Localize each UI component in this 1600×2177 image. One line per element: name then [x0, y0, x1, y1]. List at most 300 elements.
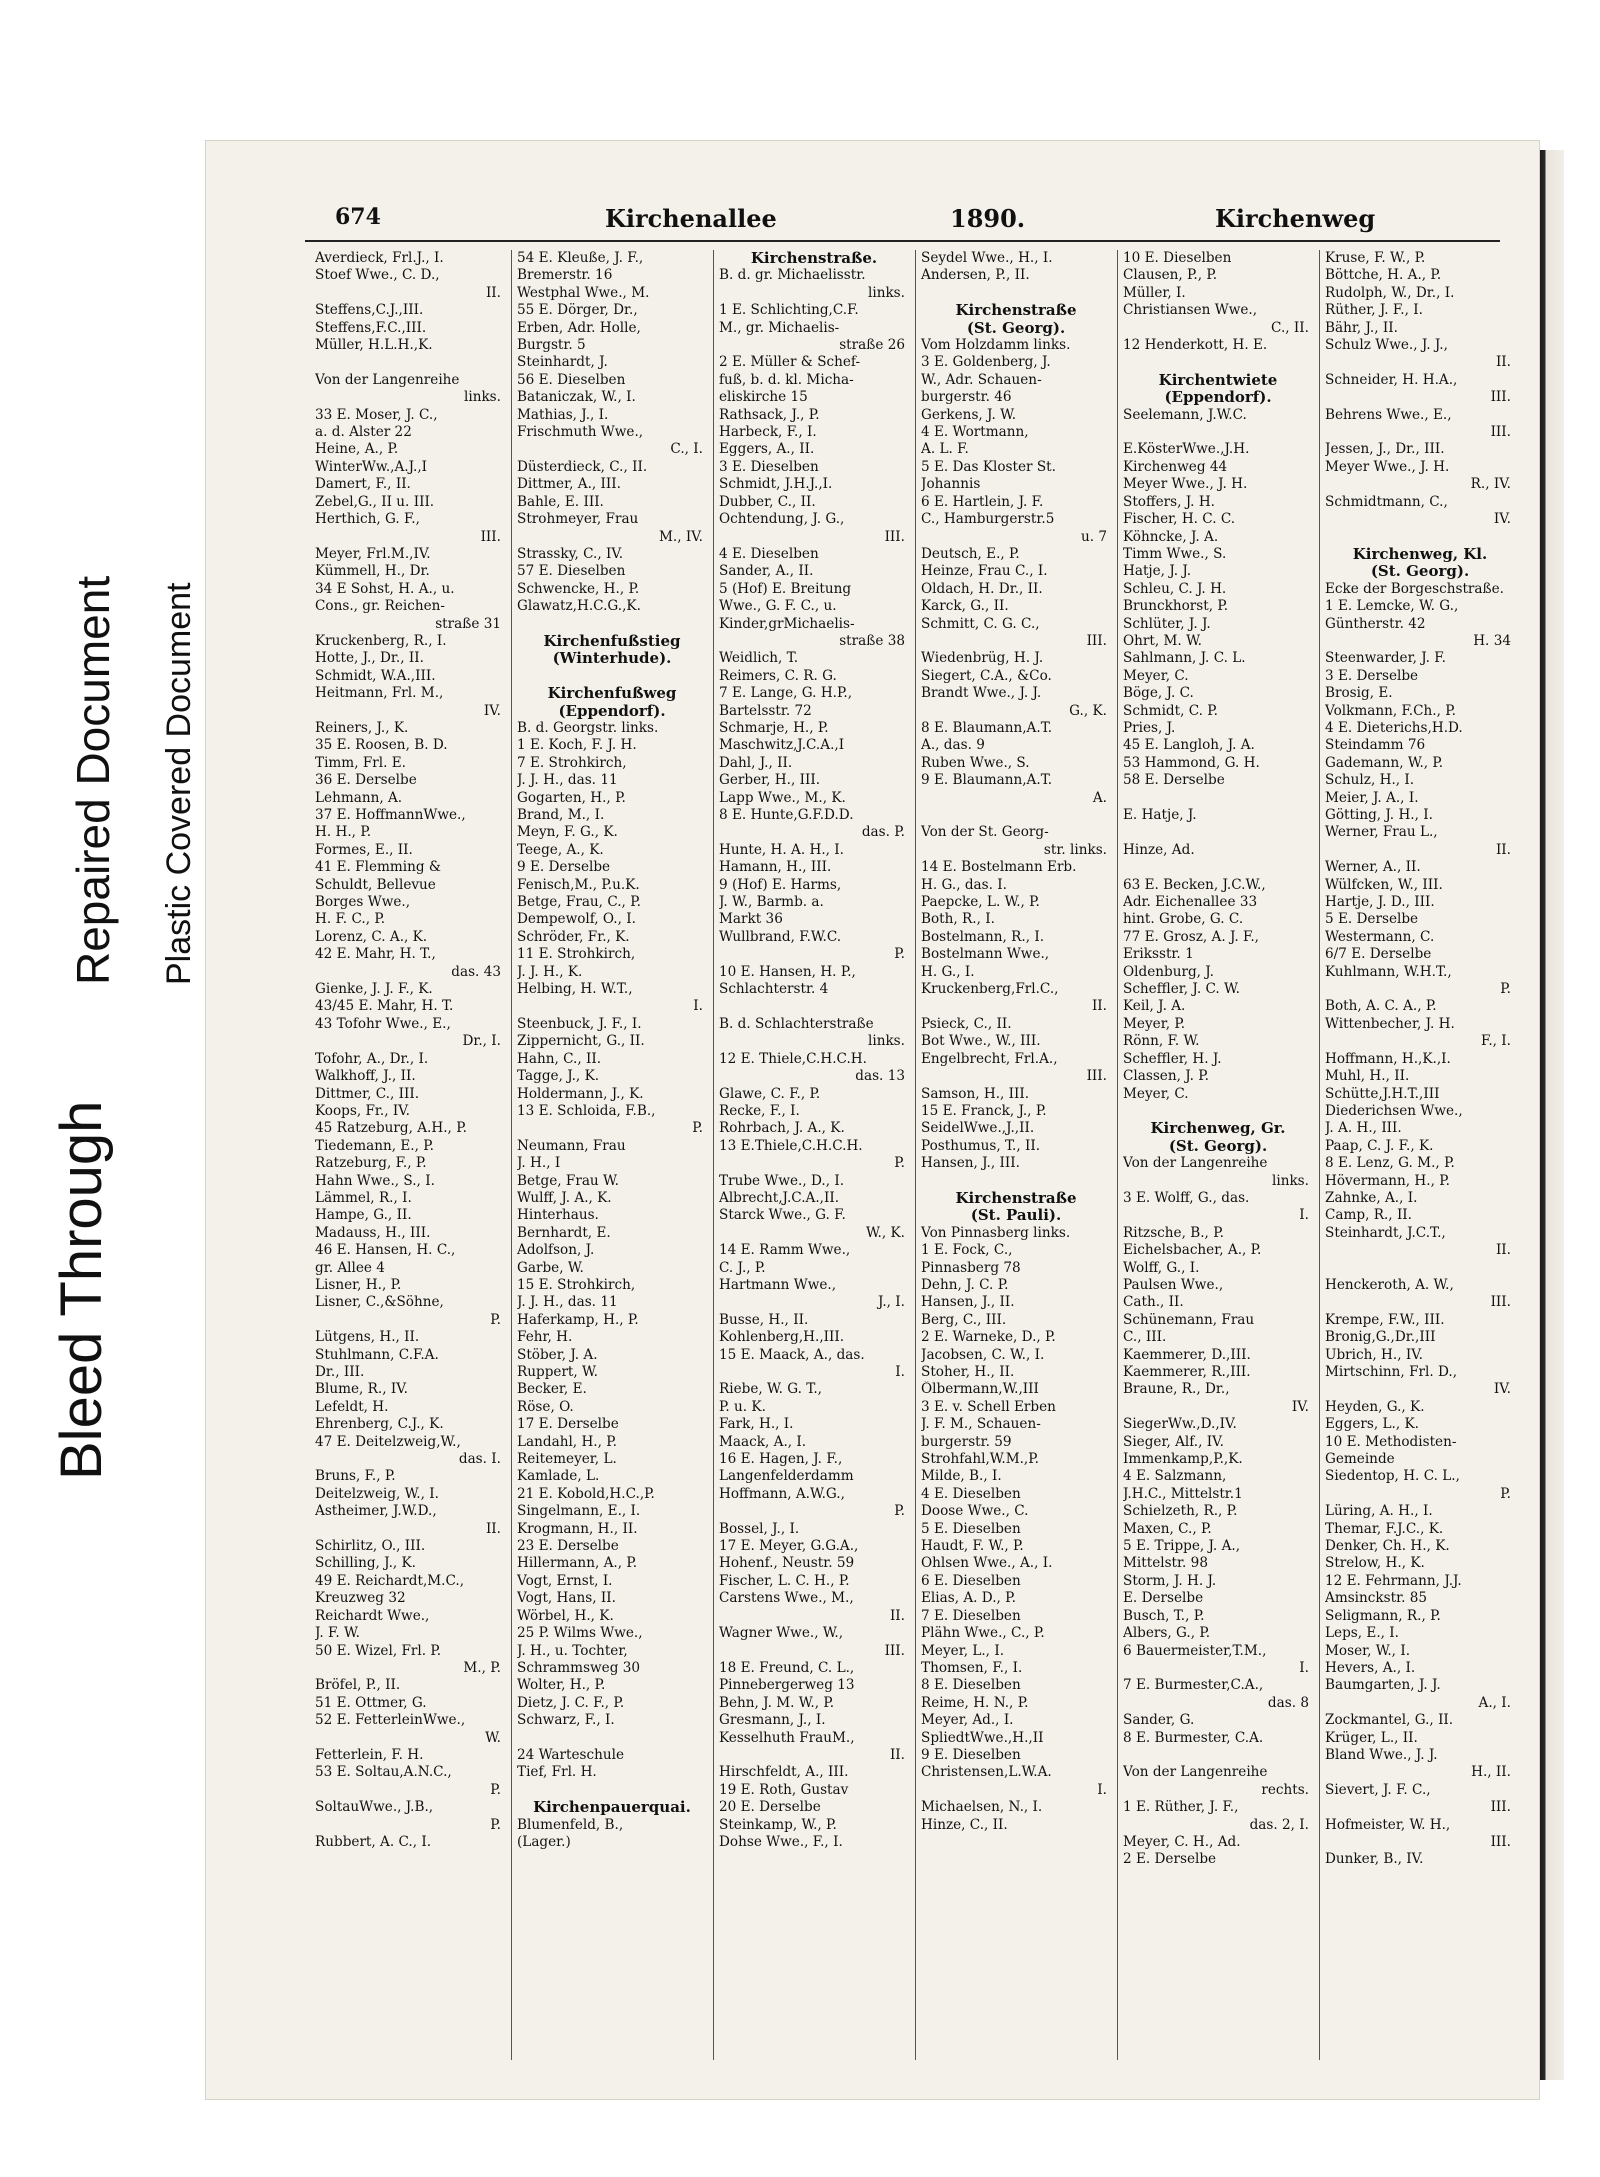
- entry-line: 33 E. Moser, J. C.,: [315, 406, 438, 423]
- entry-line: III.: [884, 528, 905, 545]
- entry-line: P. u. K.: [719, 1398, 766, 1415]
- entry-line: P.: [1500, 1485, 1511, 1502]
- entry-line: Bataniczak, W., I.: [517, 389, 636, 406]
- entry-line: Von der Langenreihe: [1123, 1155, 1268, 1172]
- entry-line: F., I.: [1481, 1033, 1511, 1050]
- entry-line: Hahn Wwe., S., I.: [315, 1172, 435, 1189]
- entry-line: III.: [1086, 632, 1107, 649]
- entry-line: Steffens,C.J.,III.: [315, 302, 424, 319]
- entry-line: Bostelmann Wwe.,: [921, 946, 1050, 963]
- entry-line: Blumenfeld, B.,: [517, 1816, 624, 1833]
- entry-line: Ecke der Borgeschstraße.: [1325, 580, 1504, 597]
- entry-line: Vogt, Ernst, I.: [517, 1572, 613, 1589]
- entry-line: 5 E. Dieselben: [921, 1520, 1021, 1537]
- entry-line: Rohrbach, J. A., K.: [719, 1120, 845, 1137]
- entry-line: Erben, Adr. Holle,: [517, 319, 641, 336]
- entry-line: Pries, J.: [1123, 719, 1176, 736]
- entry-line: Vogt, Hans, II.: [517, 1590, 616, 1607]
- entry-line: C., Hamburgerstr.5: [921, 511, 1055, 528]
- blank-line: [315, 354, 505, 371]
- entry-line: B. d. gr. Michaelisstr.: [719, 267, 866, 284]
- entry-line: Teege, A., K.: [517, 841, 604, 858]
- entry-line: Kümmell, H., Dr.: [315, 563, 430, 580]
- entry-line: Gerkens, J. W.: [921, 406, 1017, 423]
- entry-line: Fenisch,M., P.u.K.: [517, 876, 640, 893]
- entry-line: Trube Wwe., D., I.: [719, 1172, 845, 1189]
- entry-line: Ruppert, W.: [517, 1364, 598, 1380]
- blank-line: [1123, 859, 1313, 876]
- entry-line: straße 38: [839, 632, 905, 649]
- entry-line: Madauss, H., III.: [315, 1224, 431, 1241]
- entry-line: 18 E. Freund, C. L.,: [719, 1659, 855, 1676]
- entry-line: 3 E. Dieselben: [719, 458, 819, 475]
- entry-line: H. 34: [1473, 632, 1511, 649]
- entry-line: Garbe, W.: [517, 1259, 584, 1276]
- entry-line: 51 E. Ottmer, G.: [315, 1694, 427, 1711]
- entry-line: Kohlenberg,H.,III.: [719, 1329, 845, 1346]
- entry-line: Steinhardt, J.: [517, 354, 608, 371]
- entry-line: 5 E. Trippe, J. A.,: [1123, 1538, 1241, 1555]
- entry-line: A., das. 9: [921, 737, 985, 754]
- entry-line: Zippernicht, G., II.: [517, 1033, 645, 1050]
- entry-line: 16 E. Hagen, J. F.,: [719, 1451, 843, 1468]
- entry-line: 10 E. Dieselben: [1123, 250, 1232, 266]
- entry-line: Hartmann Wwe.,: [719, 1276, 837, 1293]
- entry-line: Formes, E., II.: [315, 841, 413, 858]
- entry-line: A.: [1092, 789, 1107, 806]
- entry-line: Karck, G., II.: [921, 598, 1009, 615]
- entry-line: M., gr. Michaelis-: [719, 319, 840, 336]
- entry-line: 9 (Hof) E. Harms,: [719, 876, 842, 893]
- entry-line: 17 E. Meyer, G.G.A.,: [719, 1538, 859, 1555]
- entry-line: Wwe., G. F. C., u.: [719, 598, 837, 615]
- header-right-street: Kirchenweg: [1215, 204, 1376, 233]
- entry-line: Heine, A., P.: [315, 441, 399, 458]
- entry-line: Heitmann, Frl. M.,: [315, 685, 444, 702]
- entry-line: C., II.: [1271, 319, 1309, 336]
- entry-line: Steenwarder, J. F.: [1325, 650, 1446, 667]
- entry-line: P.: [490, 1816, 501, 1833]
- entry-line: 8 E. Dieselben: [921, 1677, 1021, 1694]
- entry-line: links.: [1272, 1172, 1309, 1189]
- entry-line: 25 P. Wilms Wwe.,: [517, 1625, 643, 1642]
- entry-line: P.: [894, 1503, 905, 1520]
- entry-line: 1 E. Schlichting,C.F.: [719, 302, 859, 319]
- entry-line: W., K.: [865, 1224, 905, 1241]
- entry-line: Kirchenweg 44: [1123, 458, 1228, 475]
- entry-line: Kaemmerer, D.,III.: [1123, 1346, 1251, 1363]
- entry-line: Meyn, F. G., K.: [517, 824, 618, 841]
- entry-line: Gogarten, H., P.: [517, 789, 626, 806]
- entry-line: Schwarz, F., I.: [517, 1712, 615, 1729]
- entry-line: 45 Ratzeburg, A.H., P.: [315, 1120, 467, 1137]
- entry-line: 4 E. Dieselben: [719, 545, 819, 562]
- entry-line: J. F. M., Schauen-: [921, 1416, 1041, 1433]
- entry-line: 23 E. Derselbe: [517, 1538, 619, 1555]
- entry-line: Fischer, H. C. C.: [1123, 511, 1236, 528]
- entry-line: Christensen,L.W.A.: [921, 1764, 1052, 1781]
- entry-line: 3 E. Wolff, G., das.: [1123, 1189, 1250, 1206]
- entry-line: Milde, B., I.: [921, 1468, 1002, 1485]
- entry-line: Schmitt, C. G. C.,: [921, 615, 1040, 632]
- entry-line: III.: [1490, 1799, 1511, 1816]
- entry-line: Oldenburg, J.: [1123, 963, 1215, 980]
- entry-line: Braune, R., Dr.,: [1123, 1381, 1230, 1398]
- entry-line: M., P.: [463, 1659, 501, 1676]
- page-header: [305, 200, 1500, 242]
- entry-line: links.: [868, 1033, 905, 1050]
- entry-line: fuß, b. d. kl. Micha-: [719, 371, 854, 388]
- entry-line: II.: [485, 1520, 501, 1537]
- entry-line: Timm Wwe., S.: [1123, 545, 1227, 562]
- entry-line: Schneider, H. H.A.,: [1325, 371, 1458, 388]
- adjacent-page-edge: [1540, 150, 1564, 2080]
- entry-line: Lüring, A. H., I.: [1325, 1503, 1433, 1520]
- entry-line: Hampe, G., II.: [315, 1207, 412, 1224]
- entry-line: Kreuzweg 32: [315, 1590, 406, 1607]
- entry-line: links.: [464, 389, 501, 406]
- entry-line: Ölbermann,W.,III: [921, 1381, 1039, 1398]
- entry-line: 8 E. Lenz, G. M., P.: [1325, 1155, 1455, 1172]
- entry-line: Hinze, C., II.: [921, 1816, 1008, 1833]
- entry-line: Neumann, Frau: [517, 1137, 626, 1154]
- entry-line: Schuldt, Bellevue: [315, 876, 436, 893]
- entry-line: das. 8: [1267, 1694, 1309, 1711]
- entry-line: 1 E. Rüther, J. F.,: [1123, 1799, 1239, 1816]
- entry-line: Landahl, H., P.: [517, 1433, 617, 1450]
- entry-line: J. J. H., das. 11: [517, 772, 618, 789]
- entry-line: das. 43: [451, 963, 501, 980]
- bleed-through-label: Bleed Through: [49, 1100, 114, 1480]
- entry-line: hint. Grobe, G. C.: [1123, 911, 1244, 928]
- entry-line: Lefeldt, H.: [315, 1398, 389, 1415]
- entry-line: Sahlmann, J. C. L.: [1123, 650, 1246, 667]
- entry-line: J.H.C., Mittelstr.1: [1123, 1485, 1243, 1502]
- entry-line: C., I.: [670, 441, 703, 458]
- blank-line: [1123, 354, 1313, 371]
- entry-line: 7 E. Strohkirch,: [517, 754, 627, 771]
- entry-line: Wulff, J. A., K.: [517, 1189, 612, 1206]
- entry-line: 6 Bauermeister,T.M.,: [1123, 1642, 1267, 1659]
- entry-line: Doose Wwe., C.: [921, 1503, 1029, 1520]
- entry-line: Themar, F.J.C., K.: [1325, 1520, 1444, 1537]
- entry-line: Ehrenberg, C.J., K.: [315, 1416, 444, 1433]
- entry-line: Lütgens, H., II.: [315, 1329, 420, 1346]
- entry-line: B. d. Georgstr. links.: [517, 719, 659, 736]
- entry-line: 56 E. Dieselben: [517, 371, 626, 388]
- entry-line: das. 13: [855, 1068, 905, 1085]
- street-heading: (St. Georg).: [966, 319, 1066, 337]
- entry-line: P.: [894, 946, 905, 963]
- entry-line: 8 E. Burmester, C.A.: [1123, 1729, 1264, 1746]
- entry-line: Werner, Frau L.,: [1325, 824, 1438, 841]
- entry-line: Lapp Wwe., M., K.: [719, 789, 846, 806]
- entry-line: 9 E. Dieselben: [921, 1746, 1021, 1763]
- entry-line: Betge, Frau W.: [517, 1172, 619, 1189]
- entry-line: Zebel,G., II u. III.: [315, 493, 435, 510]
- entry-line: 36 E. Derselbe: [315, 772, 417, 789]
- entry-line: 4 E. Wortmann,: [921, 424, 1029, 441]
- entry-line: Stuhlmann, C.F.A.: [315, 1346, 439, 1363]
- entry-line: Meyer Wwe., J. H.: [1123, 476, 1248, 493]
- entry-line: Storm, J. H. J.: [1123, 1572, 1217, 1589]
- entry-line: Haferkamp, H., P.: [517, 1311, 639, 1328]
- entry-line: Schmarje, H., P.: [719, 719, 829, 736]
- entry-line: Wiedenbrüg, H. J.: [921, 650, 1044, 667]
- entry-line: 13 E.Thiele,C.H.C.H.: [719, 1137, 863, 1154]
- blank-line: [921, 1173, 1111, 1190]
- entry-line: Seligmann, R., P.: [1325, 1607, 1441, 1624]
- entry-line: Reichardt Wwe.,: [315, 1607, 430, 1624]
- entry-line: Hevers, A., I.: [1325, 1659, 1416, 1676]
- entry-line: Starck Wwe., G. F.: [719, 1207, 846, 1224]
- entry-line: Von der St. Georg-: [921, 824, 1049, 841]
- entry-line: Dohse Wwe., F., I.: [719, 1833, 843, 1850]
- entry-line: Ratzeburg, F., P.: [315, 1155, 427, 1172]
- entry-line: Gresmann, J., I.: [719, 1712, 826, 1729]
- entry-line: Lisner, H., P.: [315, 1276, 402, 1293]
- entry-line: Classen, J. P.: [1123, 1068, 1209, 1085]
- entry-line: 63 E. Becken, J.C.W.,: [1123, 876, 1266, 893]
- entry-line: 54 E. Kleuße, J. F.,: [517, 250, 644, 266]
- street-heading: Kirchenstraße: [955, 302, 1077, 320]
- entry-line: Hövermann, H., P.: [1325, 1172, 1450, 1189]
- entry-line: J. F. W.: [315, 1625, 360, 1642]
- entry-line: Schmidtmann, C.,: [1325, 493, 1448, 510]
- entry-line: Bossel, J., I.: [719, 1520, 800, 1537]
- entry-line: Carstens Wwe., M.,: [719, 1590, 854, 1607]
- entry-line: Mathias, J., I.: [517, 406, 609, 423]
- entry-line: Gienke, J. J. F., K.: [315, 981, 433, 998]
- entry-line: Müller, I.: [1123, 284, 1186, 301]
- entry-line: 12 Henderkott, H. E.: [1123, 337, 1268, 354]
- entry-line: 6 E. Dieselben: [921, 1572, 1021, 1589]
- entry-line: J. J. H., das. 11: [517, 1294, 618, 1311]
- entry-line: Eggers, L., K.: [1325, 1416, 1419, 1433]
- entry-line: Kesselhuth FrauM.,: [719, 1729, 855, 1746]
- entry-line: Bruns, F., P.: [315, 1468, 396, 1485]
- blank-line: [1325, 1260, 1515, 1277]
- entry-line: SeidelWwe.,J.,II.: [921, 1120, 1035, 1137]
- entry-line: Rüther, J. F., I.: [1325, 302, 1423, 319]
- entry-line: Paulsen Wwe.,: [1123, 1276, 1224, 1293]
- blank-line: [517, 668, 707, 685]
- entry-line: Stoher, H., II.: [921, 1364, 1015, 1380]
- entry-line: Bremerstr. 16: [517, 267, 613, 284]
- entry-line: Holdermann, J., K.: [517, 1085, 644, 1102]
- entry-line: Maack, A., I.: [719, 1433, 807, 1450]
- entry-line: B. d. Schlachterstraße: [719, 1015, 874, 1032]
- entry-line: Frischmuth Wwe.,: [517, 424, 644, 441]
- entry-line: das. 2, I.: [1249, 1816, 1309, 1833]
- entry-line: Henckeroth, A. W.,: [1325, 1276, 1454, 1293]
- entry-line: Damert, F., II.: [315, 476, 411, 493]
- entry-line: J. J. H., K.: [517, 963, 583, 980]
- entry-line: II.: [1495, 1242, 1511, 1259]
- entry-line: Steinkamp, W., P.: [719, 1816, 837, 1833]
- entry-line: Vom Holzdamm links.: [921, 337, 1071, 354]
- entry-line: Lehmann, A.: [315, 789, 403, 806]
- entry-line: Schmidt, C. P.: [1123, 702, 1218, 719]
- entry-line: Kaemmerer, R.,III.: [1123, 1364, 1251, 1380]
- column-5: [1123, 250, 1313, 2070]
- entry-line: Rubbert, A. C., I.: [315, 1833, 432, 1850]
- blank-line: [1123, 424, 1313, 441]
- entry-line: J. H., u. Tochter,: [517, 1642, 628, 1659]
- entry-line: Denker, Ch. H., K.: [1325, 1538, 1450, 1555]
- entry-line: Dempewolf, O., I.: [517, 911, 636, 928]
- entry-line: Steenbuck, J. F., I.: [517, 1015, 642, 1032]
- entry-line: Hohenf., Neustr. 59: [719, 1555, 855, 1572]
- entry-line: H. F. C., P.: [315, 911, 386, 928]
- entry-line: Wolff, G., I.: [1123, 1259, 1200, 1276]
- blank-line: [517, 616, 707, 633]
- entry-line: 2 E. Derselbe: [1123, 1851, 1217, 1868]
- entry-line: Oldach, H. Dr., II.: [921, 580, 1043, 597]
- entry-line: Schirlitz, O., III.: [315, 1538, 426, 1555]
- entry-line: 4 E. Dieterichs,H.D.: [1325, 719, 1463, 736]
- blank-line: [1123, 1103, 1313, 1120]
- entry-line: Mittelstr. 98: [1123, 1555, 1208, 1572]
- entry-line: Schielzeth, R., P.: [1123, 1503, 1238, 1520]
- column-6: [1325, 250, 1515, 2070]
- entry-line: Rathsack, J., P.: [719, 406, 820, 423]
- entry-line: Seydel Wwe., H., I.: [921, 250, 1053, 266]
- entry-line: Siedentop, H. C. L.,: [1325, 1468, 1460, 1485]
- entry-line: Behn, J. M. W., P.: [719, 1694, 835, 1711]
- entry-line: Burgstr. 5: [517, 337, 586, 354]
- entry-line: Baumgarten, J. J.: [1325, 1677, 1441, 1694]
- entry-line: Ochtendung, J. G.,: [719, 511, 845, 528]
- entry-line: Glawatz,H.C.G.,K.: [517, 598, 641, 615]
- entry-line: Hunte, H. A. H., I.: [719, 841, 844, 858]
- entry-line: 19 E. Roth, Gustav: [719, 1781, 849, 1798]
- entry-line: Götting, J. H., I.: [1325, 807, 1433, 823]
- entry-line: III.: [480, 528, 501, 545]
- entry-line: 5 E. Derselbe: [1325, 911, 1419, 928]
- entry-line: Berg, C., III.: [921, 1311, 1007, 1328]
- entry-line: Sievert, J. F. C.,: [1325, 1781, 1431, 1798]
- entry-line: Dehn, J. C. P.: [921, 1276, 1009, 1293]
- entry-line: 8 E. Hunte,G.F.D.D.: [719, 807, 854, 823]
- entry-line: Volkmann, F.Ch., P.: [1325, 702, 1456, 719]
- entry-line: Strelow, H., K.: [1325, 1555, 1425, 1572]
- column-2: [517, 250, 707, 2070]
- entry-line: Dubber, C., II.: [719, 493, 816, 510]
- entry-line: 7 E. Burmester,C.A.,: [1123, 1677, 1264, 1694]
- street-heading: (Eppendorf).: [1164, 389, 1272, 407]
- entry-line: Sander, A., II.: [719, 563, 814, 580]
- entry-line: Schulz, H., I.: [1325, 772, 1415, 789]
- entry-line: Kruse, F. W., P.: [1325, 250, 1426, 266]
- entry-line: H., II.: [1471, 1764, 1511, 1781]
- entry-line: P.: [490, 1311, 501, 1328]
- entry-line: Riebe, W. G. T.,: [719, 1381, 822, 1398]
- entry-line: Betge, Frau, C., P.: [517, 894, 641, 911]
- column-4: [921, 250, 1111, 2070]
- entry-line: 35 E. Roosen, B. D.: [315, 737, 448, 754]
- entry-line: Wülfcken, W., III.: [1325, 876, 1443, 893]
- entry-line: Samson, H., III.: [921, 1085, 1030, 1102]
- entry-line: Fischer, L. C. H., P.: [719, 1572, 850, 1589]
- entry-line: Reitemeyer, L.: [517, 1451, 617, 1468]
- column-3: [719, 250, 909, 2070]
- entry-line: Bronig,G.,Dr.,III: [1325, 1329, 1436, 1346]
- entry-line: Werner, A., II.: [1325, 859, 1421, 876]
- entry-line: Güntherstr. 42: [1325, 615, 1426, 632]
- entry-line: Albers, G., P.: [1123, 1625, 1211, 1642]
- street-heading: (Eppendorf).: [558, 702, 666, 720]
- entry-line: Meyer, P.: [1123, 1015, 1186, 1032]
- entry-line: C. J., P.: [719, 1259, 766, 1276]
- entry-line: Bartelsstr. 72: [719, 702, 812, 719]
- entry-line: 45 E. Langloh, J. A.: [1123, 737, 1255, 754]
- entry-line: Hinterhaus.: [517, 1207, 599, 1224]
- blank-line: [517, 1782, 707, 1799]
- street-heading: Kirchenfußstieg: [543, 632, 681, 650]
- entry-line: 57 E. Dieselben: [517, 563, 626, 580]
- entry-line: III.: [1490, 424, 1511, 441]
- entry-line: Meyer, C. H., Ad.: [1123, 1833, 1241, 1850]
- entry-line: J. H., I: [517, 1155, 561, 1172]
- entry-line: Helbing, H. W.T.,: [517, 981, 633, 998]
- entry-line: 77 E. Grosz, A. J. F.,: [1123, 928, 1259, 945]
- entry-line: Strohfahl,W.M.,P.: [921, 1451, 1039, 1468]
- entry-line: Elias, A. D., P.: [921, 1590, 1016, 1607]
- entry-line: Ruben Wwe., S.: [921, 754, 1030, 771]
- entry-line: das. I.: [458, 1451, 501, 1468]
- entry-line: Moser, W., I.: [1325, 1642, 1411, 1659]
- entry-line: Both, R., I.: [921, 911, 995, 928]
- entry-line: 37 E. HoffmannWwe.,: [315, 807, 466, 823]
- street-heading: (St. Pauli).: [970, 1207, 1062, 1225]
- entry-line: Bähr, J., II.: [1325, 319, 1398, 336]
- entry-line: Recke, F., I.: [719, 1102, 800, 1119]
- entry-line: Stoffers, J. H.: [1123, 493, 1215, 510]
- entry-line: Adr. Eichenallee 33: [1123, 894, 1258, 911]
- entry-line: Deitelzweig, W., I.: [315, 1485, 439, 1502]
- entry-line: Fetterlein, F. H.: [315, 1746, 424, 1763]
- entry-line: Sieger, Alf., IV.: [1123, 1433, 1224, 1450]
- street-heading: (Winterhude).: [552, 650, 672, 668]
- entry-line: Timm, Frl. E.: [315, 754, 407, 771]
- entry-line: Paap, C. J. F., K.: [1325, 1137, 1434, 1154]
- entry-line: Glawe, C. F., P.: [719, 1085, 821, 1102]
- entry-line: 50 E. Wizel, Frl. P.: [315, 1642, 442, 1659]
- entry-line: 4 E. Salzmann,: [1123, 1468, 1227, 1485]
- entry-line: Mirtschinn, Frl. D.,: [1325, 1364, 1458, 1380]
- entry-line: Langenfelderdamm: [719, 1468, 854, 1485]
- entry-line: Pinnebergerweg 13: [719, 1677, 855, 1694]
- entry-line: SpliedtWwe.,H.,II: [921, 1729, 1044, 1746]
- entry-line: 7 E. Lange, G. H.P.,: [719, 685, 853, 702]
- entry-line: 1 E. Lemcke, W. G.,: [1325, 598, 1459, 615]
- entry-line: das. P.: [861, 824, 905, 841]
- entry-line: I.: [895, 1364, 905, 1380]
- entry-line: M., IV.: [658, 528, 703, 545]
- column-1: [315, 250, 505, 2070]
- entry-line: Stöber, J. A.: [517, 1346, 598, 1363]
- entry-line: 15 E. Franck, J., P.: [921, 1102, 1047, 1119]
- entry-line: Stoef Wwe., C. D.,: [315, 267, 440, 284]
- entry-line: Becker, E.: [517, 1381, 587, 1398]
- entry-line: Busse, H., II.: [719, 1311, 809, 1328]
- entry-line: III.: [1490, 1294, 1511, 1311]
- entry-line: Keil, J. A.: [1123, 998, 1186, 1015]
- entry-line: Wolter, H., P.: [517, 1677, 606, 1694]
- entry-line: Siegert, C.A., &Co.: [921, 667, 1052, 684]
- entry-line: P.: [692, 1120, 703, 1137]
